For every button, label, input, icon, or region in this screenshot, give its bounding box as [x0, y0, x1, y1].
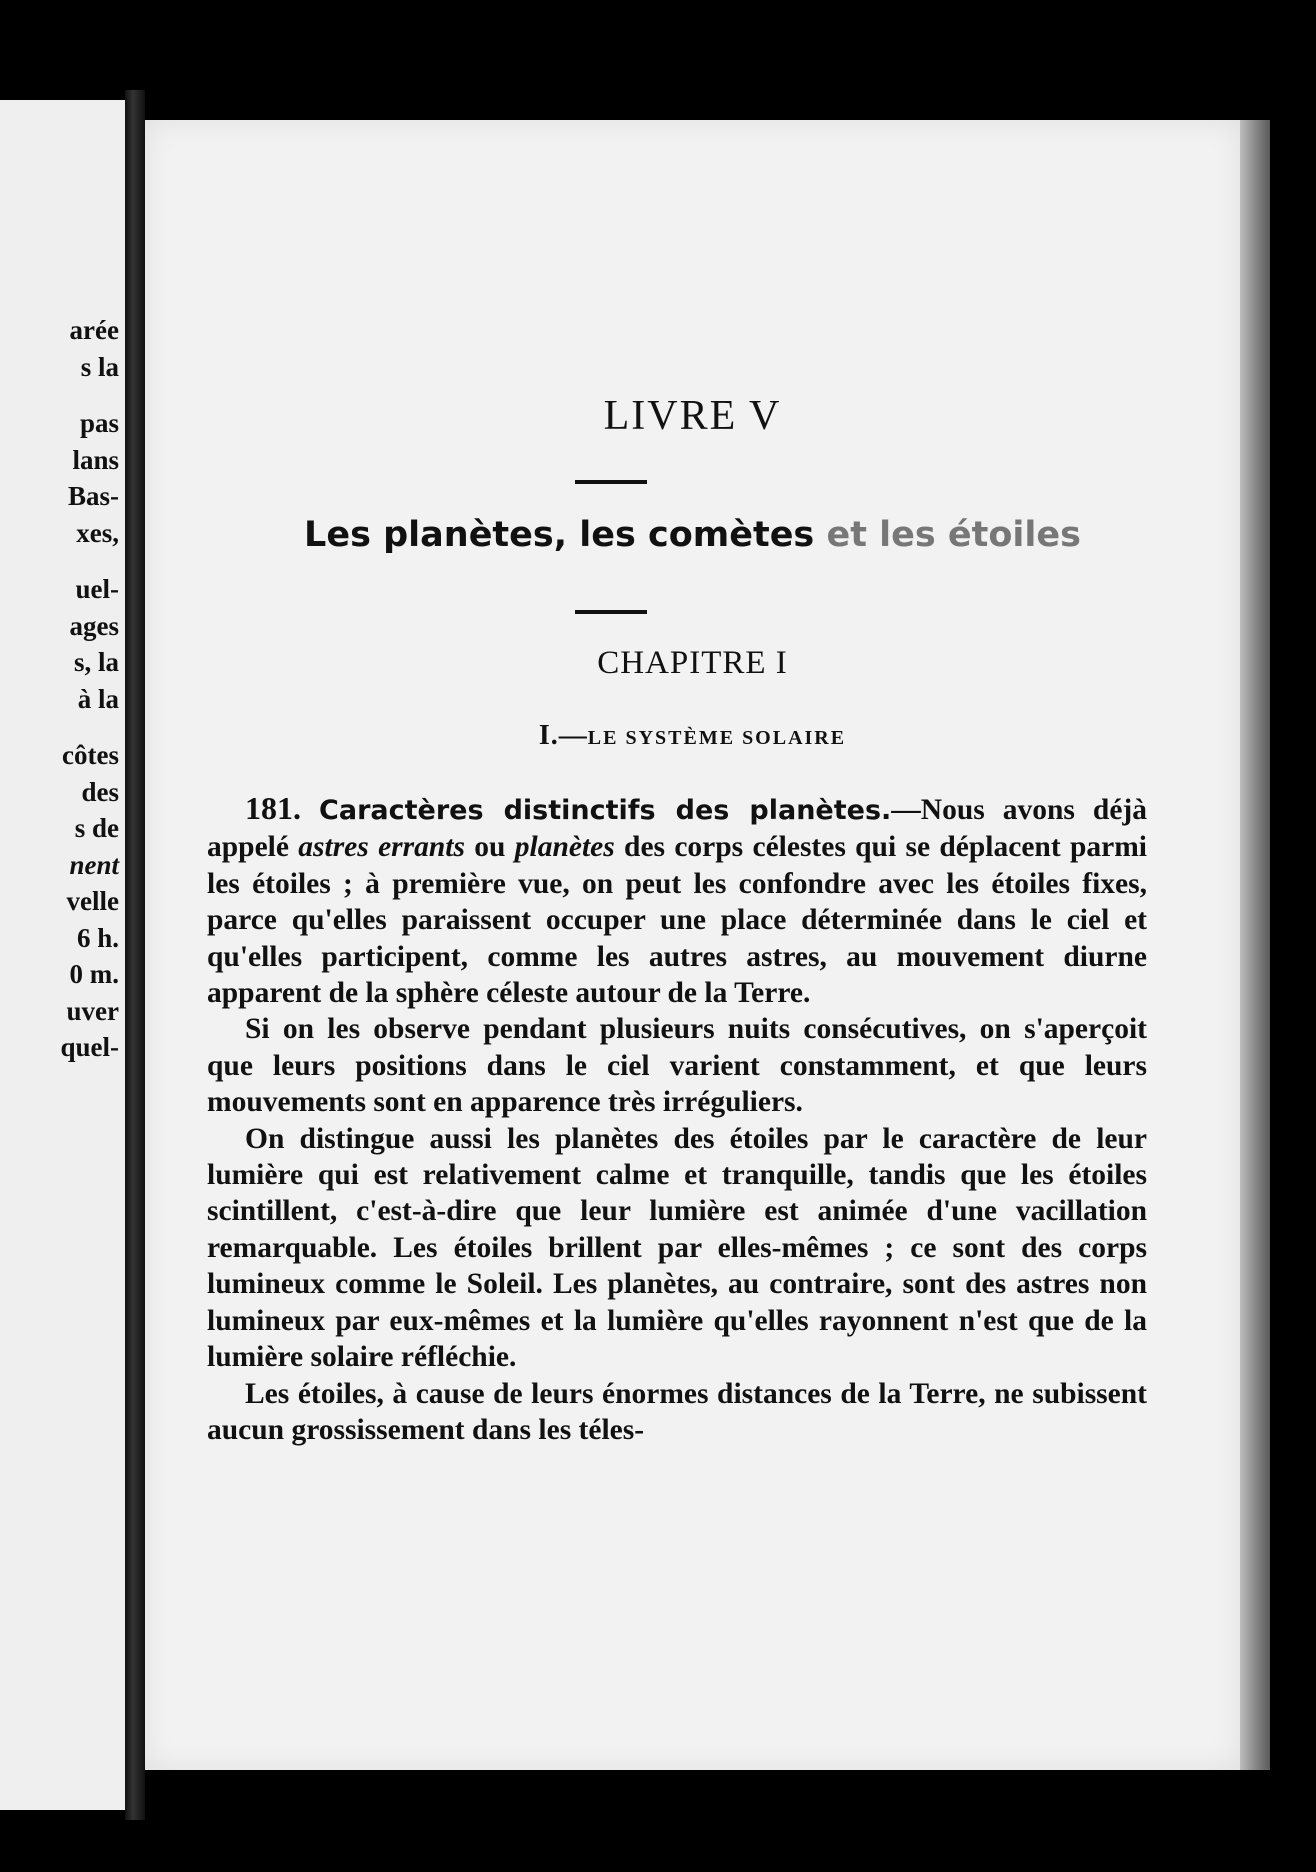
paragraph-1	[207, 790, 1147, 1011]
paragraph-text: des corps célestes qui se déplacent parmi les étoiles ; à première vue, on peut les confondre avec les étoiles fixes, parce qu'elles paraissent occuper une place déterminée dans le ciel et qu'elles participent, comme les autres astres, au mouvement diurne apparent de la sphère céleste autour de la Terre.	[207, 831, 1147, 1010]
paragraph-number: 181.	[245, 790, 301, 826]
previous-page-line: uel-	[75, 574, 119, 604]
previous-page-text	[0, 312, 119, 1066]
paragraph-heading: Caractères distinctifs des planètes.	[319, 795, 892, 826]
book-gutter	[125, 90, 145, 1820]
body-text	[207, 790, 1147, 1448]
previous-page-line: côtes	[62, 740, 119, 770]
chapter-heading: CHAPITRE I	[597, 645, 788, 681]
previous-page	[0, 100, 125, 1810]
paragraph-text: —Nous avons déjà appelé	[207, 794, 1148, 864]
previous-page-line: xes,	[76, 517, 119, 548]
section-heading	[145, 720, 1240, 752]
previous-page-line: lans	[72, 444, 119, 475]
previous-page-line	[0, 551, 119, 571]
previous-page-line: pas	[79, 408, 119, 438]
previous-page-line: s la	[80, 351, 119, 382]
book-part-heading: LIVRE V	[603, 393, 782, 439]
previous-page-line: velle	[66, 886, 119, 916]
page-edge	[1240, 120, 1270, 1770]
previous-page-line: ages	[69, 610, 119, 641]
previous-page-line: Bas-	[67, 481, 119, 511]
emphasis-text: planètes	[514, 831, 615, 864]
previous-page-line: arée	[69, 315, 119, 345]
previous-page-line: s, la	[73, 647, 119, 677]
previous-page-line: 0 m.	[69, 959, 119, 989]
previous-page-line: uver	[66, 995, 119, 1026]
paragraph-text: ou	[464, 831, 515, 864]
previous-page-line	[0, 385, 119, 405]
paragraph-3: On distingue aussi les planètes des étoiles par le caractère de leur lumière qui est relativement calme et tranquille, tandis que les étoiles scintillent, c'est-à-dire que leur lumière est animée d'une vacillation remarquable. Les étoiles brillent par elles-mêmes ; ce sont des corps lumineux comme le Soleil. Les planètes, au contraire, sont des astres non lumineux par eux-mêmes et la lumière qu'elles rayonnent n'est que de la lumière solaire réfléchie.	[207, 1122, 1147, 1374]
previous-page-line: quel-	[60, 1032, 119, 1062]
paragraph-4: Les étoiles, à cause de leurs énormes distances de la Terre, ne subissent aucun grossissement dans les téles-	[207, 1377, 1147, 1446]
section-number: I.—	[538, 720, 588, 751]
previous-page-line	[0, 717, 119, 737]
book-page	[145, 120, 1240, 1770]
book-part-title	[145, 515, 1240, 555]
previous-page-line: 6 h.	[76, 922, 119, 953]
previous-page-line: des	[81, 776, 119, 807]
previous-page-line: nent	[69, 849, 119, 880]
heading-rule	[575, 480, 647, 484]
title-main: Les planètes, les comètes	[304, 515, 815, 555]
emphasis-text: astres errants	[298, 831, 465, 864]
title-faded: et les étoiles	[826, 515, 1081, 555]
paragraph-2: Si on les observe pendant plusieurs nuits consécutives, on s'aperçoit que leurs positions dans le ciel varient constamment, et que leurs mouvements sont en apparence très irréguliers.	[207, 1013, 1147, 1119]
previous-page-line: s de	[74, 813, 119, 843]
title-rule	[575, 610, 647, 614]
previous-page-line: à la	[77, 683, 119, 714]
section-title: LE SYSTÈME SOLAIRE	[587, 727, 847, 749]
